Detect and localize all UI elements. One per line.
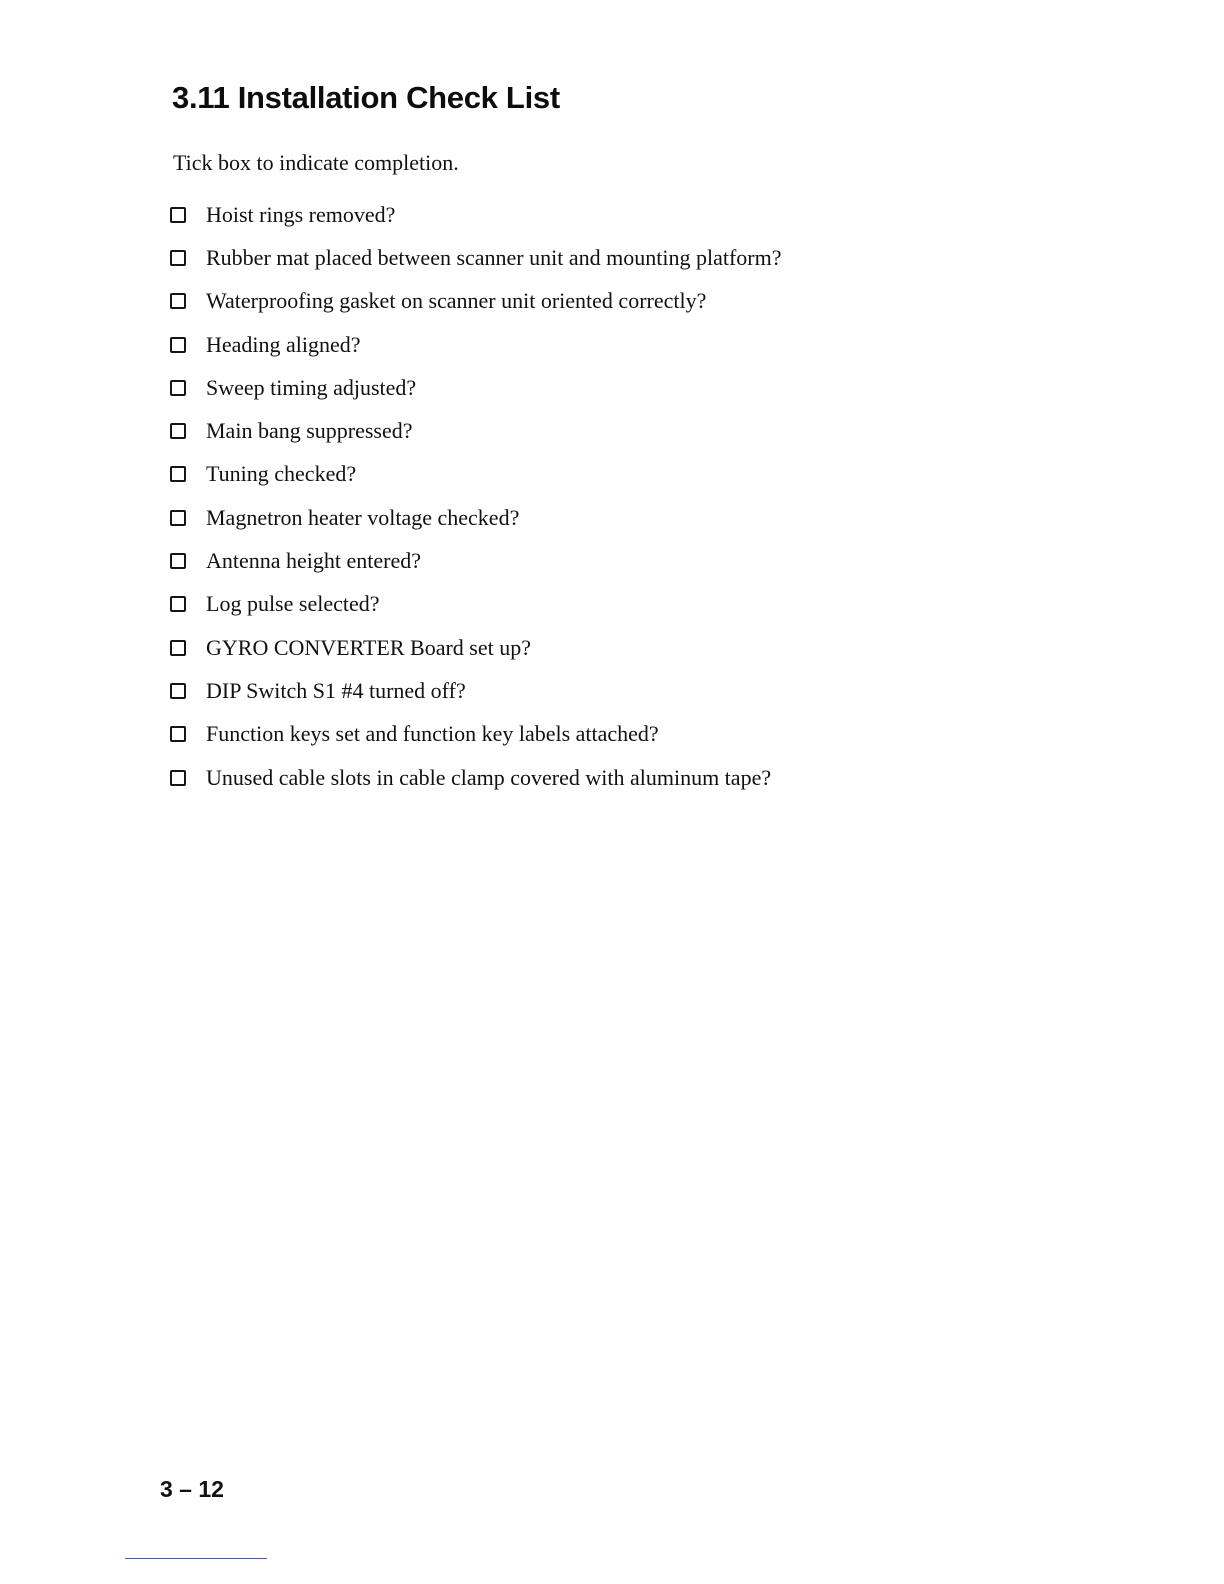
- checkbox-icon[interactable]: [170, 337, 186, 353]
- checklist-item: [168, 280, 781, 323]
- checklist-item-label: Waterproofing gasket on scanner unit oriented correctly?: [206, 288, 707, 314]
- checkbox-icon[interactable]: [170, 553, 186, 569]
- checklist-item-label: Unused cable slots in cable clamp covered with aluminum tape?: [206, 764, 772, 790]
- checklist-item-label: Rubber mat placed between scanner unit and mounting platform?: [206, 244, 782, 270]
- checklist-item-label: Log pulse selected?: [206, 591, 380, 617]
- section-heading: 3.11 Installation Check List: [172, 80, 560, 115]
- checklist-item-label: DIP Switch S1 #4 turned off?: [206, 677, 466, 703]
- instruction-text: Tick box to indicate completion.: [173, 150, 459, 175]
- checklist-item: [168, 756, 781, 799]
- checklist-item: [168, 583, 781, 626]
- checklist-item-label: Hoist rings removed?: [206, 201, 396, 227]
- checklist-item-label: Function keys set and function key labels attached?: [206, 721, 659, 747]
- footer-divider: [125, 1558, 267, 1559]
- checklist-item-label: Magnetron heater voltage checked?: [206, 504, 520, 530]
- checkbox-icon[interactable]: [170, 510, 186, 526]
- checklist-item: [168, 453, 781, 496]
- checkbox-icon[interactable]: [170, 380, 186, 396]
- checklist-item-label: Tuning checked?: [206, 461, 357, 487]
- checklist-item: [168, 409, 781, 452]
- checkbox-icon[interactable]: [170, 293, 186, 309]
- checkbox-icon[interactable]: [170, 596, 186, 612]
- checklist-item-label: Sweep timing adjusted?: [206, 374, 417, 400]
- checkbox-icon[interactable]: [170, 207, 186, 223]
- checkbox-icon[interactable]: [170, 726, 186, 742]
- checkbox-icon[interactable]: [170, 466, 186, 482]
- checkbox-icon[interactable]: [170, 770, 186, 786]
- checklist-item-label: Antenna height entered?: [206, 548, 422, 574]
- checklist-item-label: Heading aligned?: [206, 331, 361, 357]
- checklist-item: [168, 323, 781, 366]
- checklist-item: [168, 496, 781, 539]
- checkbox-icon[interactable]: [170, 640, 186, 656]
- page-number: 3 – 12: [160, 1476, 224, 1502]
- checklist-item: [168, 366, 781, 409]
- checklist-item-label: GYRO CONVERTER Board set up?: [206, 634, 531, 660]
- installation-checklist: [168, 193, 781, 799]
- checklist-item: [168, 236, 781, 279]
- checklist-item: [168, 713, 781, 756]
- checklist-item: [168, 539, 781, 582]
- checklist-item: [168, 669, 781, 712]
- checklist-item: [168, 193, 781, 236]
- checkbox-icon[interactable]: [170, 423, 186, 439]
- checkbox-icon[interactable]: [170, 683, 186, 699]
- checklist-item-label: Main bang suppressed?: [206, 418, 413, 444]
- checklist-item: [168, 626, 781, 669]
- checkbox-icon[interactable]: [170, 250, 186, 266]
